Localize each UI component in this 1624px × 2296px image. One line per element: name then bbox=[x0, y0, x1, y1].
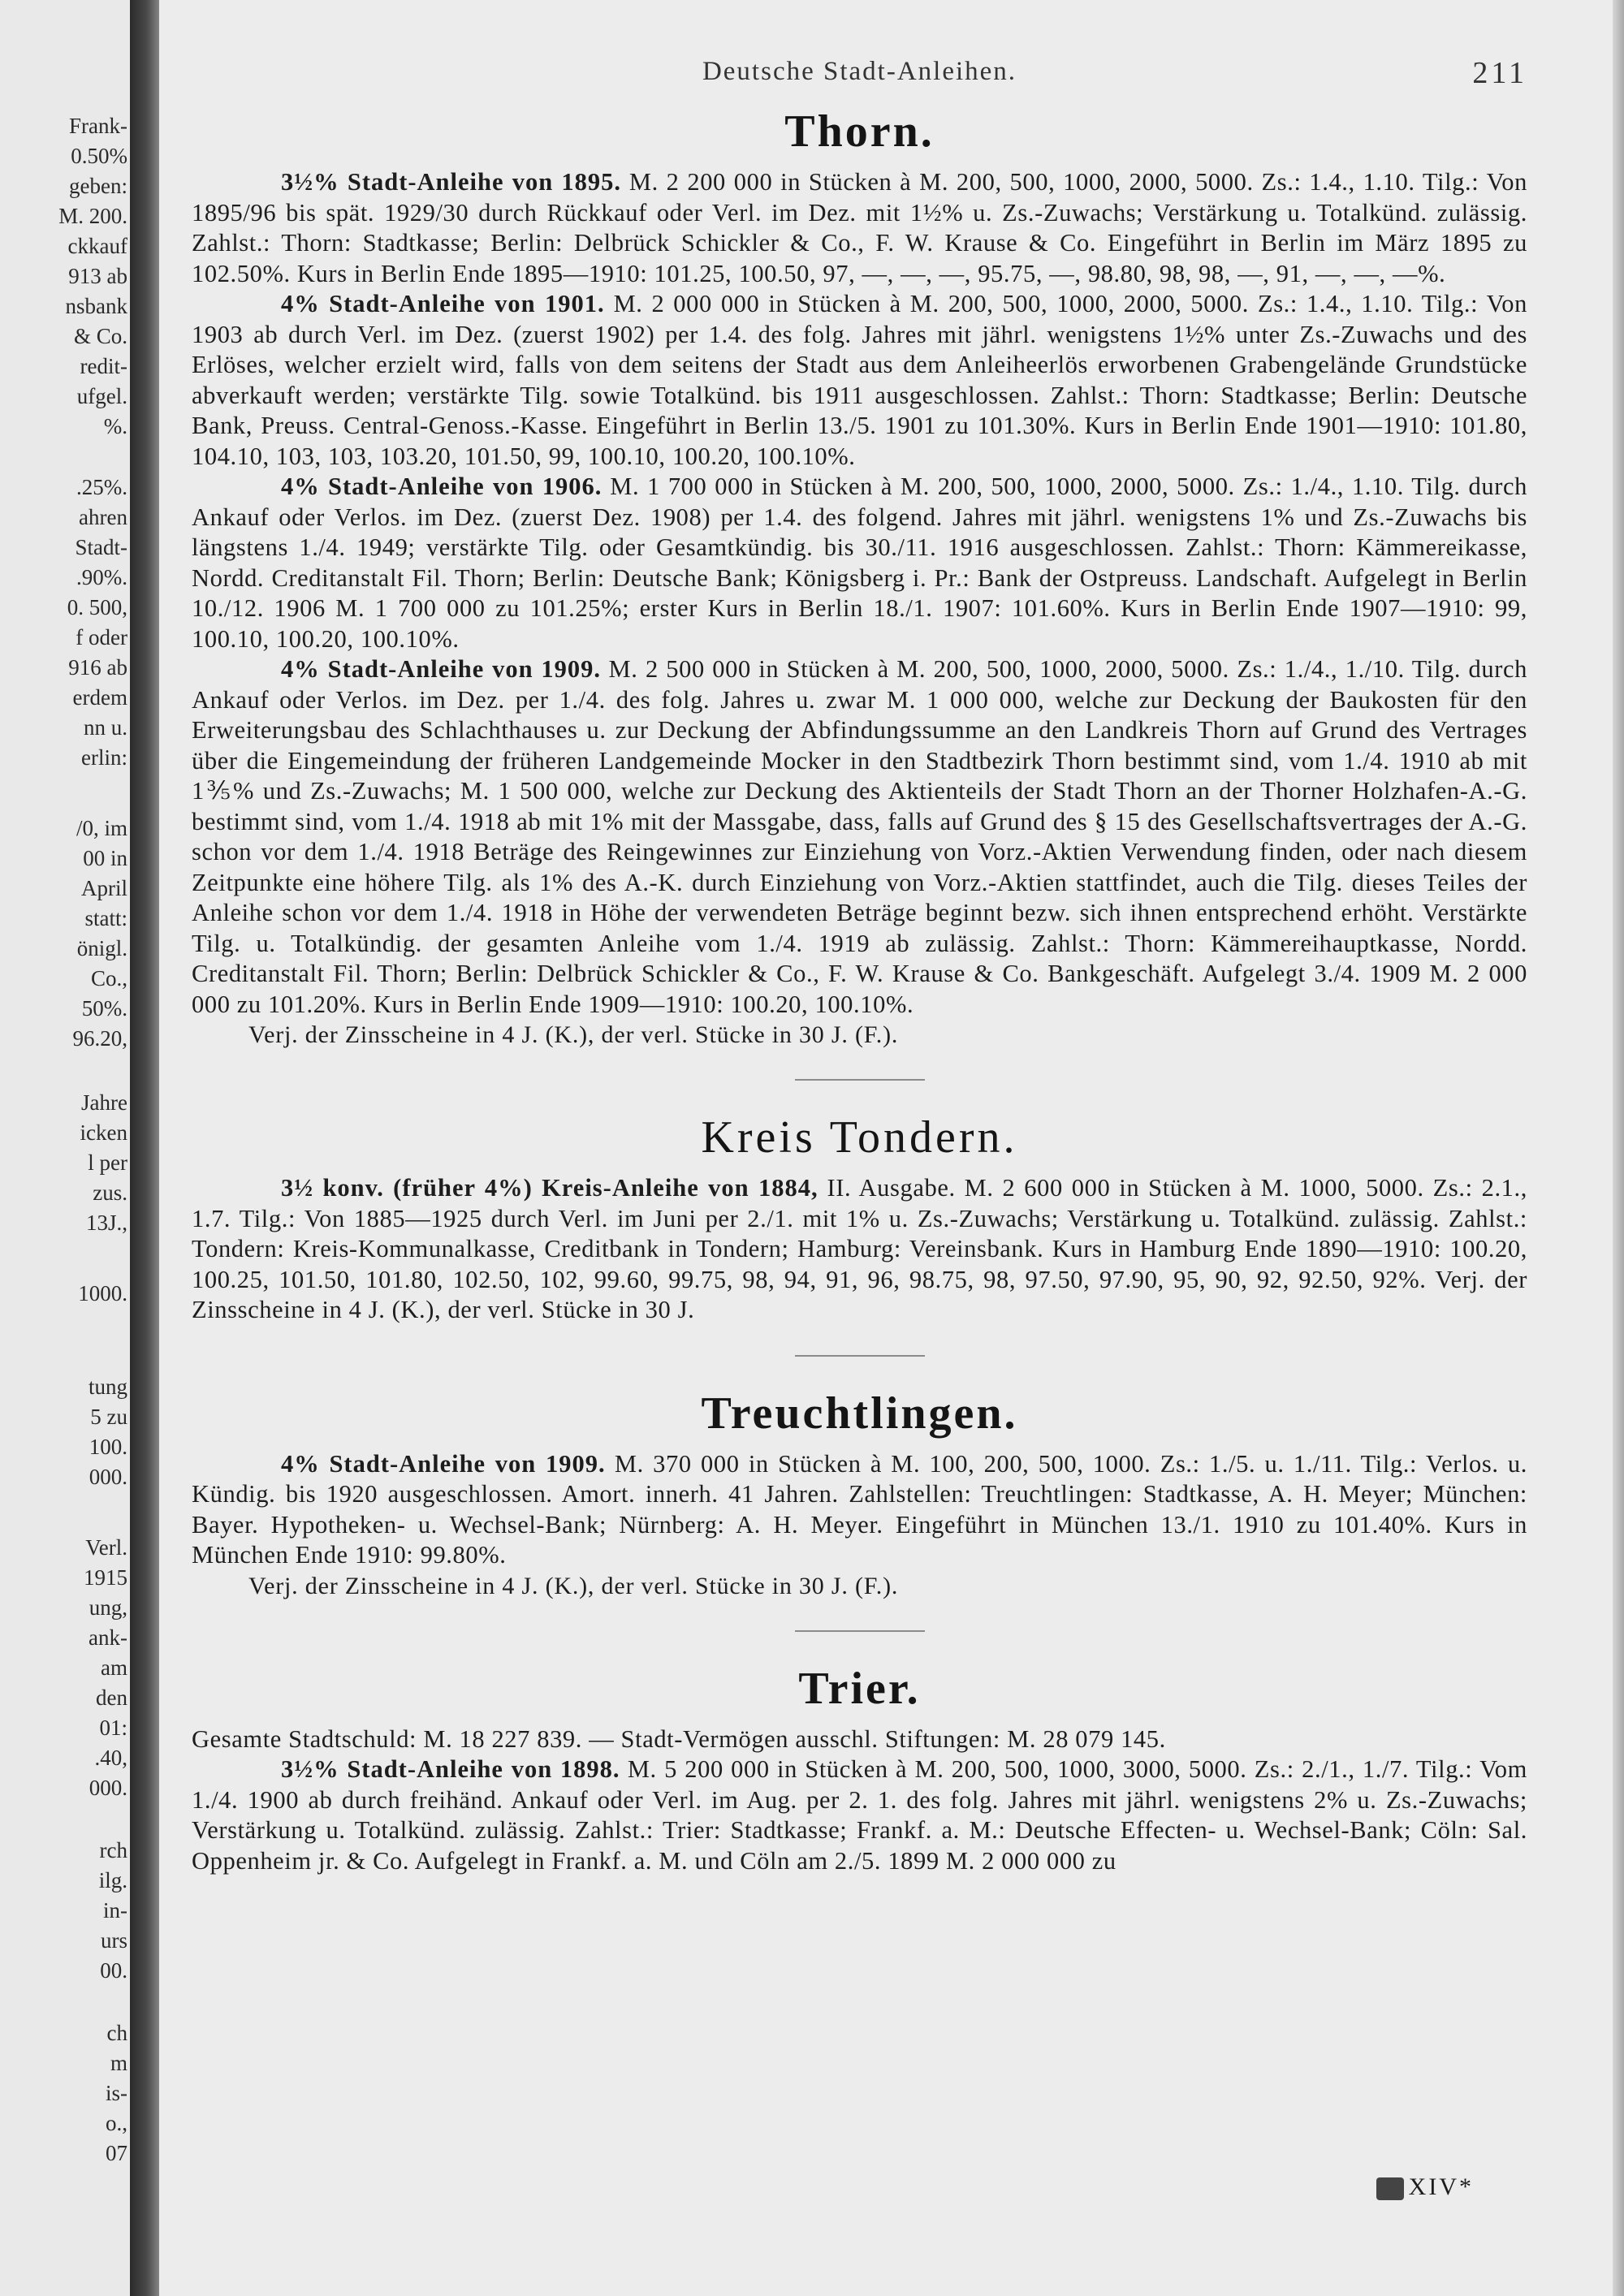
left-page-fragment: 07 bbox=[106, 2141, 127, 2165]
city-heading: Thorn. bbox=[784, 106, 935, 157]
loan-entry bbox=[192, 1449, 1527, 1571]
left-page-fragment: 000. bbox=[89, 1465, 127, 1489]
left-page-fragment: ahren bbox=[79, 505, 127, 529]
page-content bbox=[192, 49, 1527, 1876]
left-page-fragment: is- bbox=[106, 2081, 127, 2105]
left-page-fragment: %. bbox=[103, 414, 127, 438]
section-trier bbox=[192, 1663, 1527, 1877]
section-divider bbox=[795, 1079, 925, 1081]
prescription-note: Verj. der Zinsscheine in 4 J. (K.), der verl. Stücke in 30 J. (F.). bbox=[248, 1572, 899, 1599]
left-page-fragment: 000. bbox=[89, 1776, 127, 1800]
left-page-fragment: den bbox=[96, 1685, 127, 1710]
left-page-fragment: erdem bbox=[72, 685, 127, 710]
left-page-strip bbox=[0, 0, 134, 2296]
left-page-fragment: 0.50% bbox=[71, 144, 127, 168]
loan-title: 3½% Stadt-Anleihe von 1895. bbox=[281, 168, 622, 196]
left-page-fragment: 100. bbox=[89, 1435, 127, 1459]
left-page-fragment: April bbox=[81, 876, 127, 900]
left-page-fragment: urs bbox=[101, 1928, 127, 1953]
loan-title: 3½% Stadt-Anleihe von 1898. bbox=[281, 1755, 620, 1783]
left-page-fragment: l per bbox=[88, 1150, 127, 1175]
left-page-fragment: ckkauf bbox=[67, 234, 127, 258]
city-heading: Treuchtlingen. bbox=[701, 1388, 1018, 1439]
left-page-fragment: 1915 bbox=[84, 1565, 127, 1590]
left-page-fragment: 00 in bbox=[83, 846, 127, 870]
left-page-fragment: 13J., bbox=[85, 1211, 127, 1235]
page-number: 211 bbox=[1472, 56, 1527, 90]
left-page-fragment: Jahre bbox=[81, 1090, 127, 1115]
running-head bbox=[192, 49, 1527, 106]
left-page-fragment: 96.20, bbox=[72, 1026, 127, 1051]
left-page-fragment: geben: bbox=[69, 174, 127, 198]
city-debt-summary: Gesamte Stadtschuld: M. 18 227 839. — Stadt-Vermögen ausschl. Stiftungen: M. 28 079 145. bbox=[192, 1724, 1166, 1753]
loan-entry bbox=[192, 472, 1527, 654]
loan-text: M. 370 000 in Stücken à M. 100, 200, 500, 1000. Zs.: 1./5. u. 1./11. Tilg.: Verlos. u. Kündig. bis 1920 ausgeschlossen. Amort. innerh. 41 Jahren. Zahlstellen: Treuchtlingen: Stadtkasse, A. H. Meyer; München: Bayer. Hypotheken- u. Wechsel-Bank; Nürnberg: A. H. Meyer. Eingeführt in München 13./1. 1910 zu 101.40%. Kurs in München Ende 1910: 99.80%. bbox=[192, 1449, 1527, 1569]
section-treuchtlingen bbox=[192, 1388, 1527, 1601]
left-page-fragment: /0, im bbox=[76, 816, 127, 840]
left-page-fragment: 00. bbox=[100, 1958, 127, 1983]
loan-text: II. Ausgabe. M. 2 600 000 in Stücken à M. 1000, 5000. Zs.: 2.1., 1.7. Tilg.: Von 1885—1925 durch Verl. im Juni per 2./1. mit 1% u. Zs.-Zuwachs; Verstärkung u. Totalkünd. zulässig. Zahlst.: Tondern: Kreis-Kommunalkasse, Creditbank in Tondern; Hamburg: Vereinsbank. Kurs in Hamburg Ende 1890—1910: 100.20, 100.25, 101.50, 101.80, 102.50, 102, 99.60, 99.75, 98, 94, 91, 96, 98.75, 98, 97.50, 97.90, 95, 90, 92, 92.50, 92%. Verj. der Zinsscheine in 4 J. (K.), der verl. Stücke in 30 J. bbox=[192, 1174, 1527, 1323]
signature-mark bbox=[1376, 2173, 1474, 2201]
left-page-fragment: tung bbox=[88, 1375, 127, 1399]
left-page-fragment: erlin: bbox=[81, 745, 127, 770]
loan-title: 4% Stadt-Anleihe von 1909. bbox=[281, 1449, 606, 1478]
left-page-fragment: .90%. bbox=[76, 565, 127, 589]
section-divider bbox=[795, 1630, 925, 1632]
left-page-fragment: Frank- bbox=[69, 114, 127, 138]
loan-text: M. 2 500 000 in Stücken à M. 200, 500, 1000, 2000, 5000. Zs.: 1./4., 1./10. Tilg. durch Ankauf oder Verlos. im Dez. per 1./4. des folg. Jahres u. zwar M. 1 000 000, welche zur Deckung der Baukosten für den Erweiterungsbau des Schlachthauses u. zur Deckung der Abfindungssumme an den Landkreis Thorn auf Grund des Vertrages über die Eingemeindung der früheren Landgemeinde Mocker in den Stadtbezirk Thorn bestimmt sind, vom 1./4. 1910 ab mit 1⅗% und Zs.-Zuwachs; M. 1 500 000, welche zur Deckung des Aktienteils der Stadt Thorn an der Thorner Holzhafen-A.-G. bestimmt sind, vom 1./4. 1918 ab mit 1% mit der Massgabe, dass, falls auf Grund des § 15 des Gesellschaftsvertrages der A.-G. schon vor dem 1./4. 1918 Beträge des Reingewinnes zur Einziehung von Vorz.-Aktien Verwendung finden, oder nach diesem Zeitpunkte eine höhere Tilg. als 1% des A.-K. durch Einziehung von Vorz.-Aktien stattfindet, auch die Tilg. dieses Teiles der Anleihe schon vor dem 1./4. 1918 in Höhe der verwendeten Beträge beginnt bezw. sich ihnen entsprechend erhöht. Verstärkte Tilg. u. Totalkündig. der gesamten Anleihe vom 1./4. 1919 ab zulässig. Zahlst.: Thorn: Kämmereihauptkasse, Nordd. Creditanstalt Fil. Thorn; Berlin: Delbrück Schickler & Co., F. W. Krause & Co. Bankgeschäft. Aufgelegt 3./4. 1909 M. 2 000 000 zu 101.20%. Kurs in Berlin Ende 1909—1910: 100.20, 100.10%. bbox=[192, 655, 1527, 1018]
left-page-fragment: 5 zu bbox=[90, 1405, 127, 1429]
prescription-note: Verj. der Zinsscheine in 4 J. (K.), der verl. Stücke in 30 J. (F.). bbox=[248, 1021, 899, 1048]
left-page-fragment: 1000. bbox=[78, 1281, 127, 1306]
loan-title: 4% Stadt-Anleihe von 1901. bbox=[281, 290, 605, 317]
left-page-fragment: önigl. bbox=[76, 936, 127, 960]
left-page-fragment: redit- bbox=[80, 354, 127, 378]
left-page-fragment: Verl. bbox=[85, 1535, 127, 1560]
left-page-fragment: ufgel. bbox=[76, 384, 127, 408]
left-page-fragment: am bbox=[101, 1655, 127, 1680]
left-page-fragment: .40, bbox=[94, 1746, 127, 1770]
loan-title: 4% Stadt-Anleihe von 1906. bbox=[281, 473, 603, 500]
left-page-fragment: o., bbox=[106, 2111, 127, 2135]
loan-title: 4% Stadt-Anleihe von 1909. bbox=[281, 655, 602, 683]
city-heading: Trier. bbox=[798, 1663, 921, 1714]
signature-text: XIV* bbox=[1408, 2173, 1474, 2200]
left-page-fragment: nn u. bbox=[84, 715, 127, 740]
page-edge bbox=[1613, 0, 1624, 2296]
loan-text: M. 1 700 000 in Stücken à M. 200, 500, 1000, 2000, 5000. Zs.: 1./4., 1.10. Tilg. durch Ankauf oder Verlos. im Dez. (zuerst Dez. 1908) per 1.4. des folgend. Jahres mit jährl. wenigstens 1% und Zs.-Zuwachs bis längstens 1./4. 1949; verstärkte Tilg. oder Gesamtkündig. bis 30./11. 1916 ausgeschlossen. Zahlst.: Thorn: Kämmereikasse, Nordd. Creditanstalt Fil. Thorn; Berlin: Deutsche Bank; Königsberg i. Pr.: Bank der Ostpreuss. Landschaft. Aufgelegt in Berlin 10./12. 1906 M. 1 700 000 zu 101.25%; erster Kurs in Berlin 18./1. 1907: 101.60%. Kurs in Berlin Ende 1907—1910: 99, 100.10, 100.20, 100.10%. bbox=[192, 473, 1527, 653]
loan-entry bbox=[192, 1173, 1527, 1326]
left-page-fragment: Co., bbox=[90, 966, 127, 990]
loan-text: M. 2 000 000 in Stücken à M. 200, 500, 1000, 2000, 5000. Zs.: 1.4., 1.10. Tilg.: Von 1903 ab durch Verl. im Dez. (zuerst 1902) per 1.4. des folg. Jahres mit jährl. wenigstens 1½% unter Zs.-Zuwachs und des Erlöses, welcher erzielt wird, falls von dem seitens der Stadt aus dem Anleiheerlös erworbenen Grabengelände Grundstücke abverkauft werden; verstärkte Tilg. sowie Totalkünd. bis 1911 ausgeschlossen. Zahlst.: Thorn: Stadtkasse; Berlin: Deutsche Bank, Preuss. Central-Genoss.-Kasse. Eingeführt in Berlin 13./5. 1901 zu 101.30%. Kurs in Berlin Ende 1901—1910: 101.80, 104.10, 103, 103, 103.20, 101.50, 99, 100.10, 100.20, 100.10%. bbox=[192, 290, 1527, 470]
left-page-fragment: 0. 500, bbox=[67, 595, 127, 619]
city-heading: Kreis Tondern. bbox=[701, 1112, 1018, 1163]
left-page-fragment: ung, bbox=[89, 1595, 127, 1620]
loan-entry bbox=[192, 167, 1527, 289]
book-gutter bbox=[130, 0, 161, 2296]
left-page-fragment: icken bbox=[80, 1120, 127, 1145]
left-page-fragment: 01: bbox=[99, 1716, 127, 1740]
section-divider bbox=[795, 1355, 925, 1357]
left-page-fragment: rch bbox=[99, 1838, 127, 1862]
left-page-fragment: in- bbox=[103, 1898, 127, 1923]
left-page-fragment: Stadt- bbox=[75, 535, 127, 559]
running-head-title: Deutsche Stadt-Anleihen. bbox=[702, 57, 1017, 86]
left-page-fragment: & Co. bbox=[73, 324, 127, 348]
loan-text: M. 2 200 000 in Stücken à M. 200, 500, 1000, 2000, 5000. Zs.: 1.4., 1.10. Tilg.: Von 1895/96 bis spät. 1929/30 durch Rückkauf oder Verl. im Dez. mit 1½% u. Zs.-Zuwachs; Verstärkung u. Totalkünd. zulässig. Zahlst.: Thorn: Stadtkasse; Berlin: Delbrück Schickler & Co., F. W. Krause & Co. Eingeführt in Berlin im März 1895 zu 102.50%. Kurs in Berlin Ende 1895—1910: 101.25, 100.50, 97, —, —, —, 95.75, —, 98.80, 98, 98, —, 91, —, —, —%. bbox=[192, 168, 1527, 287]
loan-entry bbox=[192, 654, 1527, 1020]
loan-entry bbox=[192, 1754, 1527, 1876]
section-kreis-tondern bbox=[192, 1111, 1527, 1326]
section-thorn bbox=[192, 106, 1527, 1050]
left-page-fragment: ch bbox=[106, 2021, 127, 2045]
left-page-fragment: M. 200. bbox=[58, 204, 127, 228]
left-page-fragment: 50%. bbox=[81, 996, 127, 1021]
left-page-fragment: statt: bbox=[84, 906, 127, 930]
left-page-fragment: f oder bbox=[76, 625, 127, 650]
left-page-fragment: 916 ab bbox=[68, 655, 127, 680]
left-page-fragment: ank- bbox=[89, 1625, 127, 1650]
loan-text: M. 5 200 000 in Stücken à M. 200, 500, 1000, 3000, 5000. Zs.: 2./1., 1./7. Tilg.: Vom 1./4. 1900 ab durch freihänd. Ankauf oder Verl. im Aug. per 2. 1. des folg. Jahres mit jährl. wenigstens 2% u. Zs.-Zuwachs; Verstärkung u. Totalkünd. zulässig. Zahlst.: Trier: Stadtkasse; Frankf. a. M.: Deutsche Effecten- u. Wechsel-Bank; Cöln: Sal. Oppenheim jr. & Co. Aufgelegt in Frankf. a. M. und Cöln am 2./5. 1899 M. 2 000 000 zu bbox=[192, 1755, 1527, 1875]
left-page-fragment: ilg. bbox=[98, 1868, 127, 1892]
left-page-fragment: 913 ab bbox=[68, 264, 127, 288]
left-page-fragment: .25%. bbox=[76, 475, 127, 499]
loan-title: 3½ konv. (früher 4%) Kreis-Anleihe von 1884, bbox=[281, 1174, 818, 1202]
page bbox=[159, 0, 1624, 2296]
left-page-fragment: nsbank bbox=[65, 294, 127, 318]
loan-entry bbox=[192, 289, 1527, 472]
left-page-fragment: m bbox=[110, 2051, 127, 2075]
printer-mark-icon bbox=[1376, 2177, 1404, 2200]
left-page-fragment: zus. bbox=[93, 1180, 127, 1205]
